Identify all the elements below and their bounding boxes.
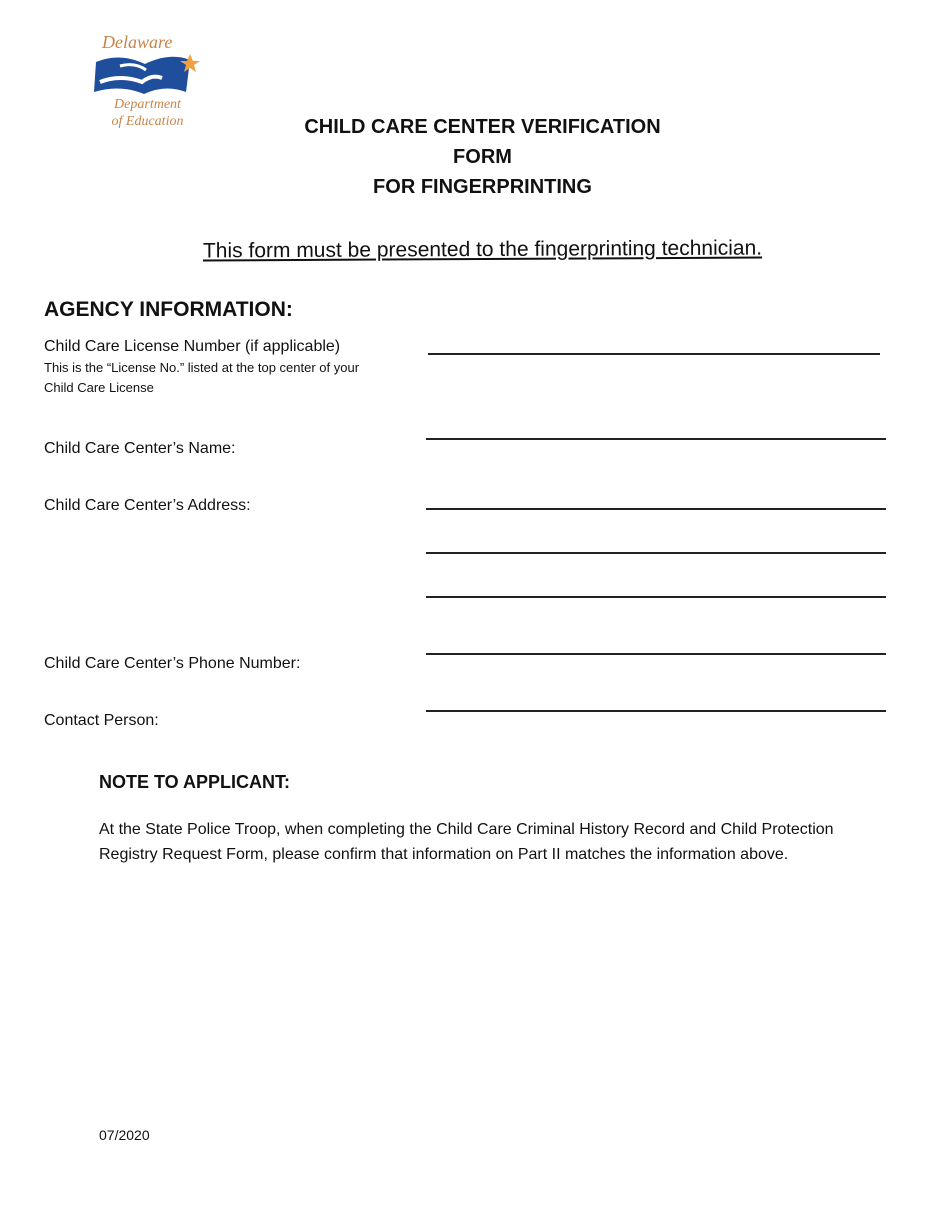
center-phone-label: Child Care Center’s Phone Number: — [44, 655, 301, 672]
title-line-1: CHILD CARE CENTER VERIFICATION — [304, 116, 661, 138]
contact-person-field[interactable] — [426, 710, 886, 712]
note-to-applicant-text: At the State Police Troop, when completing the Child Care Criminal History Record and Child Protection Registry Request Form, please confirm that information on Part II matches the information above. — [99, 821, 834, 863]
technician-notice: This form must be presented to the fingerprinting technician. — [202, 236, 763, 263]
license-number-field[interactable] — [428, 353, 880, 355]
title-line-2: FORM — [453, 146, 512, 168]
form-title — [250, 112, 715, 202]
form-revision-date: 07/2020 — [99, 1127, 150, 1143]
logo-bottom-text — [100, 96, 195, 130]
logo-book-icon — [90, 52, 200, 98]
note-to-applicant-heading: NOTE TO APPLICANT: — [99, 772, 291, 792]
center-phone-field[interactable] — [426, 653, 886, 655]
license-number-help — [44, 358, 424, 398]
logo-department-text: Department — [114, 97, 181, 112]
center-address-field-line-1[interactable] — [426, 508, 886, 510]
logo-education-text: of Education — [111, 114, 184, 129]
contact-person-label: Contact Person: — [44, 712, 159, 729]
center-address-field-line-3[interactable] — [426, 596, 886, 598]
delaware-doe-logo — [90, 30, 205, 135]
logo-top-text: Delaware — [102, 32, 173, 52]
center-address-label: Child Care Center’s Address: — [44, 497, 251, 514]
center-name-label: Child Care Center’s Name: — [44, 440, 236, 457]
center-name-field[interactable] — [426, 438, 886, 440]
license-help-line-2: Child Care License — [44, 380, 154, 395]
agency-information-heading: AGENCY INFORMATION: — [44, 298, 293, 321]
title-line-3: FOR FINGERPRINTING — [373, 176, 592, 198]
center-address-field-line-2[interactable] — [426, 552, 886, 554]
license-number-label: Child Care License Number (if applicable) — [44, 338, 341, 355]
license-help-line-1: This is the “License No.” listed at the top center of your — [44, 360, 360, 375]
